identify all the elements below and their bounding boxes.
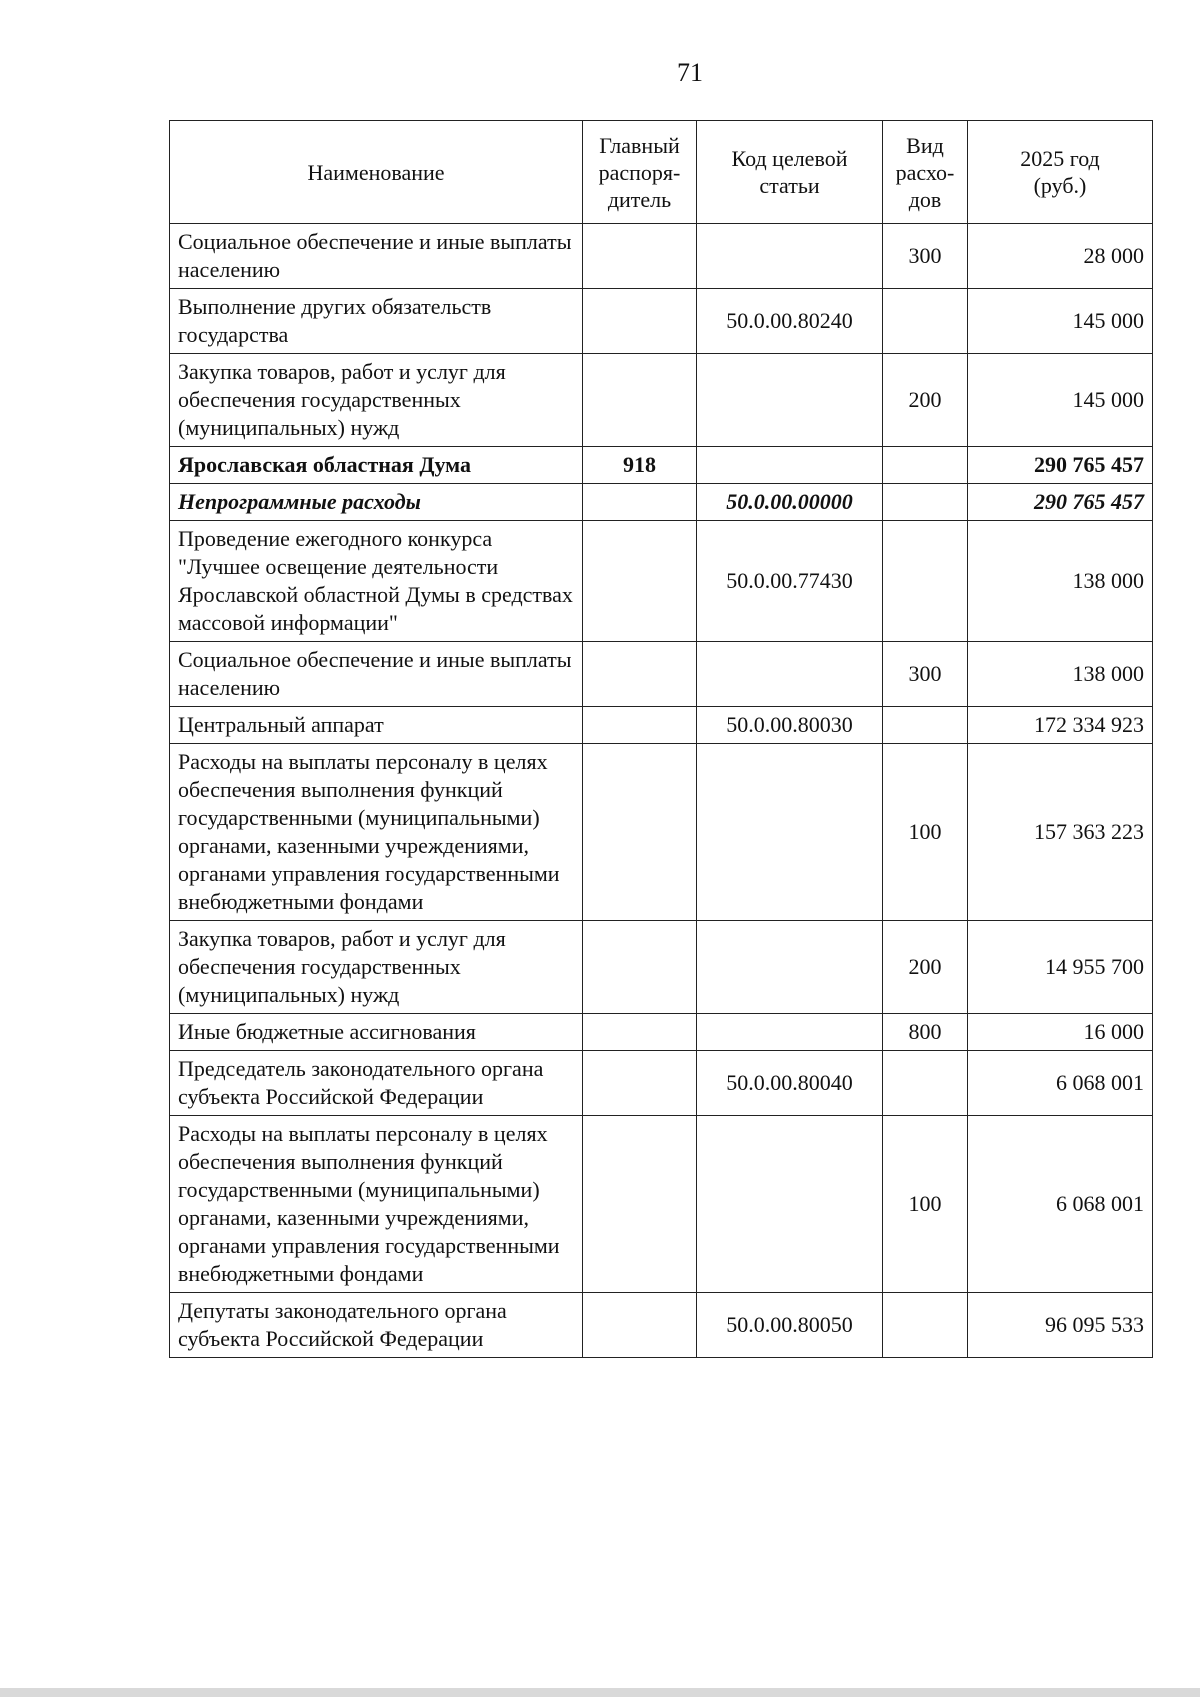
header-name: Наименование	[170, 121, 583, 224]
cell-amount: 145 000	[968, 354, 1153, 447]
cell-manager	[583, 642, 697, 707]
cell-manager	[583, 707, 697, 744]
cell-name: Закупка товаров, работ и услуг для обеспечения государственных (муниципальных) нужд	[170, 921, 583, 1014]
cell-manager	[583, 744, 697, 921]
cell-manager	[583, 224, 697, 289]
cell-code: 50.0.00.80050	[697, 1293, 883, 1358]
header-amount: 2025 год (руб.)	[968, 121, 1153, 224]
cell-code	[697, 921, 883, 1014]
cell-type: 200	[883, 354, 968, 447]
cell-name: Председатель законодательного органа субъекта Российской Федерации	[170, 1051, 583, 1116]
table-row	[170, 744, 1153, 921]
table-row	[170, 354, 1153, 447]
cell-code	[697, 224, 883, 289]
table-row	[170, 224, 1153, 289]
cell-amount: 290 765 457	[968, 484, 1153, 521]
header-code: Код целевой статьи	[697, 121, 883, 224]
cell-amount: 6 068 001	[968, 1116, 1153, 1293]
cell-name: Расходы на выплаты персоналу в целях обеспечения выполнения функций государственными (муниципальными) органами, казенными учреждениями, органами управления государственными внебюджетными фондами	[170, 744, 583, 921]
table-row	[170, 1014, 1153, 1051]
header-type: Вид расхо- дов	[883, 121, 968, 224]
cell-name: Депутаты законодательного органа субъекта Российской Федерации	[170, 1293, 583, 1358]
cell-amount: 157 363 223	[968, 744, 1153, 921]
cell-code: 50.0.00.80040	[697, 1051, 883, 1116]
cell-type: 300	[883, 642, 968, 707]
table-row	[170, 1051, 1153, 1116]
cell-code	[697, 447, 883, 484]
cell-amount: 14 955 700	[968, 921, 1153, 1014]
cell-code	[697, 1014, 883, 1051]
table-row	[170, 1293, 1153, 1358]
cell-type: 200	[883, 921, 968, 1014]
cell-name: Центральный аппарат	[170, 707, 583, 744]
page-bottom-edge	[0, 1688, 1200, 1697]
cell-name: Проведение ежегодного конкурса "Лучшее освещение деятельности Ярославской областной Думы в средствах массовой информации"	[170, 521, 583, 642]
cell-type: 800	[883, 1014, 968, 1051]
cell-code: 50.0.00.77430	[697, 521, 883, 642]
cell-name: Ярославская областная Дума	[170, 447, 583, 484]
cell-amount: 172 334 923	[968, 707, 1153, 744]
cell-code	[697, 354, 883, 447]
table-row	[170, 707, 1153, 744]
cell-type	[883, 484, 968, 521]
cell-manager	[583, 1014, 697, 1051]
cell-manager	[583, 484, 697, 521]
table-row	[170, 447, 1153, 484]
cell-amount: 6 068 001	[968, 1051, 1153, 1116]
cell-code: 50.0.00.80240	[697, 289, 883, 354]
cell-name: Социальное обеспечение и иные выплаты населению	[170, 642, 583, 707]
cell-amount: 290 765 457	[968, 447, 1153, 484]
table-row	[170, 289, 1153, 354]
cell-manager	[583, 921, 697, 1014]
cell-name: Выполнение других обязательств государства	[170, 289, 583, 354]
table-header-row	[170, 121, 1153, 224]
cell-type	[883, 707, 968, 744]
cell-amount: 96 095 533	[968, 1293, 1153, 1358]
cell-name: Непрограммные расходы	[170, 484, 583, 521]
cell-amount: 16 000	[968, 1014, 1153, 1051]
cell-code	[697, 642, 883, 707]
table-row	[170, 1116, 1153, 1293]
cell-manager: 918	[583, 447, 697, 484]
cell-type	[883, 289, 968, 354]
cell-type: 100	[883, 1116, 968, 1293]
cell-manager	[583, 1051, 697, 1116]
cell-type	[883, 1293, 968, 1358]
table-row	[170, 521, 1153, 642]
cell-type	[883, 521, 968, 642]
table-row	[170, 642, 1153, 707]
cell-type: 100	[883, 744, 968, 921]
cell-type	[883, 447, 968, 484]
cell-amount: 138 000	[968, 642, 1153, 707]
cell-manager	[583, 1293, 697, 1358]
page-number: 71	[677, 58, 703, 87]
cell-code	[697, 744, 883, 921]
cell-code: 50.0.00.00000	[697, 484, 883, 521]
cell-name: Расходы на выплаты персоналу в целях обеспечения выполнения функций государственными (муниципальными) органами, казенными учреждениями, органами управления государственными внебюджетными фондами	[170, 1116, 583, 1293]
cell-manager	[583, 354, 697, 447]
cell-type: 300	[883, 224, 968, 289]
cell-code: 50.0.00.80030	[697, 707, 883, 744]
cell-amount: 138 000	[968, 521, 1153, 642]
cell-code	[697, 1116, 883, 1293]
cell-name: Иные бюджетные ассигнования	[170, 1014, 583, 1051]
cell-manager	[583, 289, 697, 354]
cell-amount: 145 000	[968, 289, 1153, 354]
cell-manager	[583, 1116, 697, 1293]
cell-name: Социальное обеспечение и иные выплаты населению	[170, 224, 583, 289]
cell-amount: 28 000	[968, 224, 1153, 289]
cell-name: Закупка товаров, работ и услуг для обеспечения государственных (муниципальных) нужд	[170, 354, 583, 447]
table-row	[170, 484, 1153, 521]
cell-manager	[583, 521, 697, 642]
table-row	[170, 921, 1153, 1014]
cell-type	[883, 1051, 968, 1116]
budget-table	[169, 120, 1153, 1358]
header-manager: Главный распоря- дитель	[583, 121, 697, 224]
